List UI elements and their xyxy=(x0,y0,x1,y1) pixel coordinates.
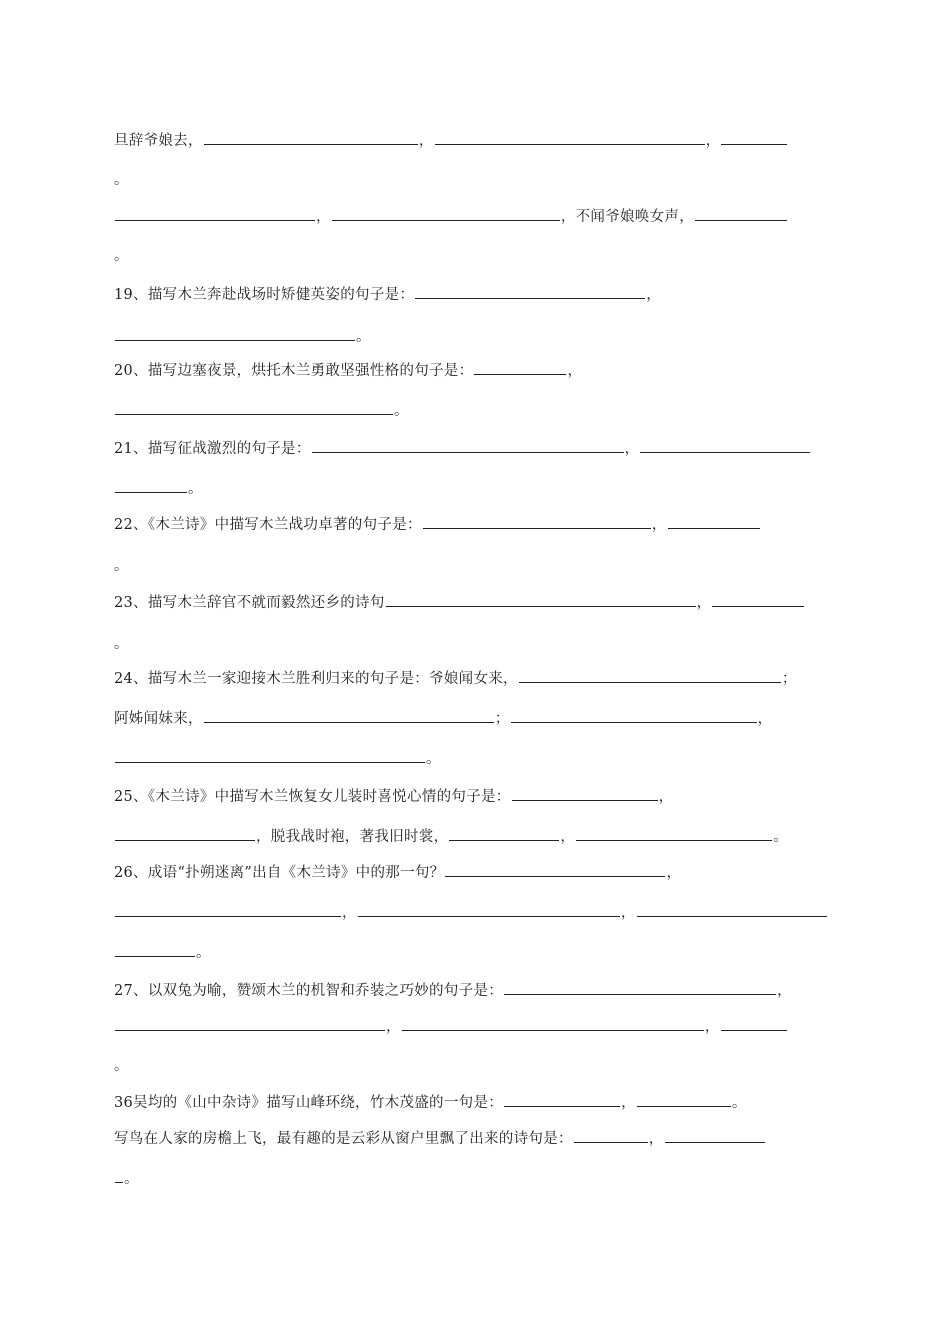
punct: 。 xyxy=(114,248,129,264)
answer-blank[interactable] xyxy=(511,708,757,723)
punct: ， xyxy=(342,905,357,921)
answer-blank[interactable] xyxy=(115,206,315,221)
punct: ， xyxy=(705,133,721,149)
punct: ， xyxy=(696,595,712,611)
verse-line-1 xyxy=(114,130,788,151)
answer-blank[interactable] xyxy=(721,130,787,145)
question-20 xyxy=(114,360,582,381)
punct: 。 xyxy=(114,1058,129,1074)
question-26-line2 xyxy=(114,902,828,923)
answer-blank[interactable] xyxy=(423,514,651,529)
punct: ， xyxy=(777,983,792,999)
question-27 xyxy=(114,980,792,1001)
punct: ， xyxy=(666,865,682,881)
question-text: 24、描写木兰一家迎接木兰胜利归来的句子是：爷娘闻女来， xyxy=(114,671,518,687)
punct: ； xyxy=(781,671,797,687)
punct: ， xyxy=(658,789,674,805)
verse-line-3 xyxy=(114,206,788,227)
question-text: 19、描写木兰奔赴战场时矫健英姿的句子是： xyxy=(114,287,415,303)
punct: ， xyxy=(651,517,667,533)
punct: ， xyxy=(316,209,331,225)
punct: ， xyxy=(620,905,636,921)
answer-blank[interactable] xyxy=(115,826,255,841)
question-24-line3 xyxy=(114,748,441,769)
prompt-text: 旦辞爷娘去， xyxy=(114,133,203,149)
punct: 。 xyxy=(731,1095,747,1111)
question-19-cont xyxy=(114,326,371,347)
question-text: 21、描写征战激烈的句子是： xyxy=(114,441,311,457)
punct: ， xyxy=(624,441,640,457)
punct: 。 xyxy=(356,329,371,345)
answer-blank[interactable] xyxy=(115,400,393,415)
question-22-cont xyxy=(114,556,129,576)
question-37 xyxy=(114,1128,766,1149)
prompt-text: ，不闻爷娘唤女声， xyxy=(560,209,695,225)
question-21 xyxy=(114,438,811,459)
verse-line-2 xyxy=(114,170,129,190)
question-19 xyxy=(114,284,661,305)
question-37-cont xyxy=(114,1168,139,1189)
punct: 。 xyxy=(394,403,409,419)
answer-blank[interactable] xyxy=(640,438,810,453)
verse-line-4 xyxy=(114,246,129,266)
punct: 。 xyxy=(114,636,129,652)
answer-blank[interactable] xyxy=(637,902,827,917)
punct: ， xyxy=(648,1131,664,1147)
answer-blank[interactable] xyxy=(358,902,620,917)
punct: ， xyxy=(418,133,434,149)
question-text: 23、描写木兰辞官不就而毅然还乡的诗句 xyxy=(114,595,385,611)
answer-blank[interactable] xyxy=(512,786,658,801)
question-text: 26、成语“扑朔迷离”出自《木兰诗》中的那一句？ xyxy=(114,865,445,881)
punct: 。 xyxy=(114,558,129,574)
answer-blank[interactable] xyxy=(474,360,566,375)
answer-blank[interactable] xyxy=(504,1092,620,1107)
question-20-cont xyxy=(114,400,409,421)
question-25-cont xyxy=(114,826,788,847)
answer-blank[interactable] xyxy=(712,592,804,607)
answer-blank[interactable] xyxy=(115,942,195,957)
question-23-cont xyxy=(114,634,129,654)
punct: ， xyxy=(704,1019,720,1035)
question-26 xyxy=(114,862,681,883)
question-23 xyxy=(114,592,805,613)
punct: ， xyxy=(560,829,576,845)
punct: ； xyxy=(494,711,510,727)
answer-blank[interactable] xyxy=(115,748,425,763)
answer-blank[interactable] xyxy=(115,1168,123,1183)
answer-blank[interactable] xyxy=(665,1128,765,1143)
punct: 。 xyxy=(773,829,789,845)
question-text: 36吴均的《山中杂诗》描写山峰环绕，竹木茂盛的一句是： xyxy=(114,1095,504,1111)
answer-blank[interactable] xyxy=(402,1016,704,1031)
question-text: 25、《木兰诗》中描写木兰恢复女儿装时喜悦心情的句子是： xyxy=(114,789,511,805)
answer-blank[interactable] xyxy=(576,826,772,841)
question-24 xyxy=(114,668,797,689)
punct: ， xyxy=(621,1095,636,1111)
answer-blank[interactable] xyxy=(312,438,624,453)
question-36 xyxy=(114,1092,747,1113)
answer-blank[interactable] xyxy=(415,284,645,299)
punct: ， xyxy=(386,1019,401,1035)
question-27-line3 xyxy=(114,1056,129,1076)
answer-blank[interactable] xyxy=(435,130,705,145)
answer-blank[interactable] xyxy=(115,1016,385,1031)
answer-blank[interactable] xyxy=(637,1092,731,1107)
punct: ， xyxy=(567,363,583,379)
question-text: 20、描写边塞夜景，烘托木兰勇敢坚强性格的句子是： xyxy=(114,363,474,379)
answer-blank[interactable] xyxy=(668,514,760,529)
answer-blank[interactable] xyxy=(115,478,187,493)
question-25 xyxy=(114,786,673,807)
question-text: 写鸟在人家的房檐上飞，最有趣的是云彩从窗户里飘了出来的诗句是： xyxy=(114,1131,573,1147)
question-26-line3 xyxy=(114,942,211,963)
punct: 。 xyxy=(426,751,441,767)
punct: 。 xyxy=(114,172,129,188)
answer-blank[interactable] xyxy=(445,862,665,877)
answer-blank[interactable] xyxy=(115,326,355,341)
punct: 。 xyxy=(188,481,203,497)
question-text: 22、《木兰诗》中描写木兰战功卓著的句子是： xyxy=(114,517,422,533)
answer-blank[interactable] xyxy=(721,1016,787,1031)
answer-blank[interactable] xyxy=(504,980,776,995)
question-text: ，脱我战时袍，著我旧时裳， xyxy=(256,829,449,845)
punct: 。 xyxy=(196,945,211,961)
question-21-cont xyxy=(114,478,203,499)
question-24-line2 xyxy=(114,708,772,729)
question-text: 阿姊闻妹来， xyxy=(114,711,203,727)
punct: ， xyxy=(757,711,773,727)
question-27-line2 xyxy=(114,1016,788,1037)
answer-blank[interactable] xyxy=(449,826,559,841)
answer-blank[interactable] xyxy=(519,668,781,683)
answer-blank[interactable] xyxy=(695,206,787,221)
answer-blank[interactable] xyxy=(115,902,341,917)
question-22 xyxy=(114,514,761,535)
answer-blank[interactable] xyxy=(204,130,418,145)
punct: 。 xyxy=(124,1171,139,1187)
answer-blank[interactable] xyxy=(332,206,560,221)
answer-blank[interactable] xyxy=(574,1128,648,1143)
punct: ， xyxy=(646,287,662,303)
answer-blank[interactable] xyxy=(386,592,696,607)
question-text: 27、以双兔为喻，赞颂木兰的机智和乔装之巧妙的句子是： xyxy=(114,983,504,999)
answer-blank[interactable] xyxy=(204,708,494,723)
